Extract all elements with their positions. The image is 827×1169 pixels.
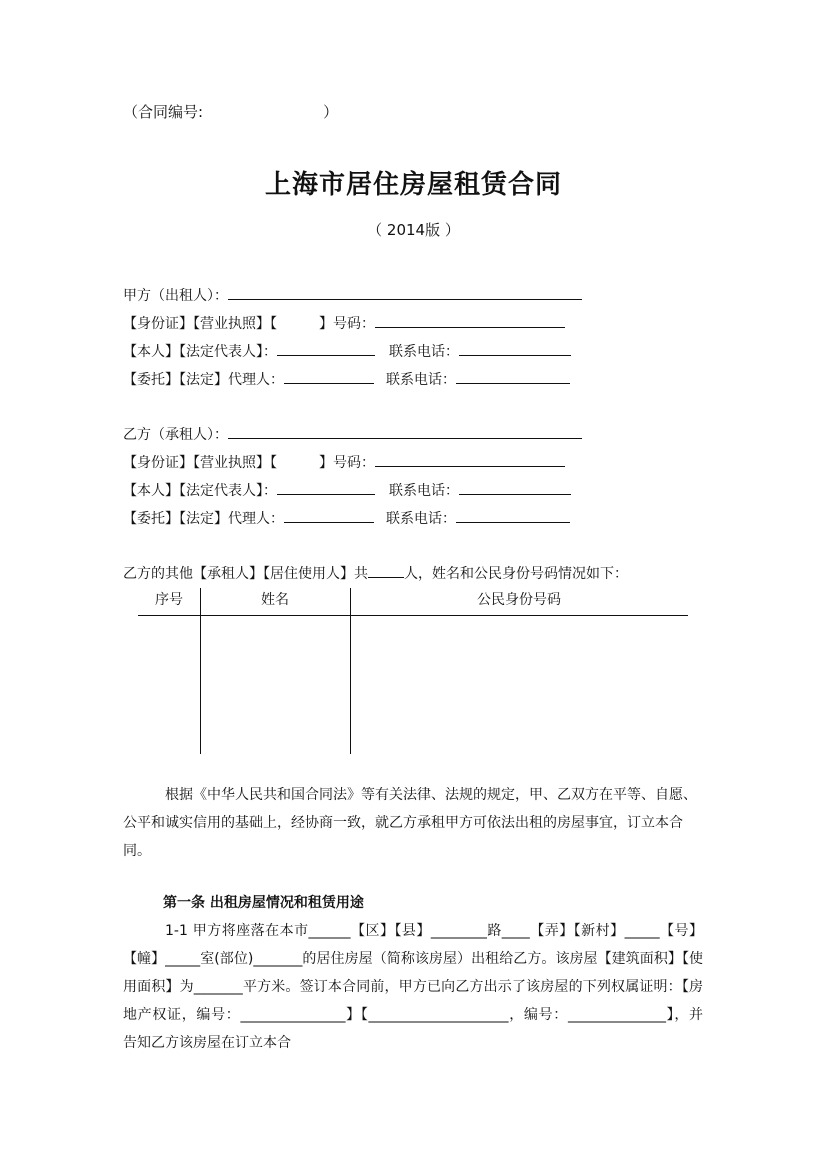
- party-a-rep-phone-field[interactable]: [459, 341, 571, 356]
- party-a-name-label: 甲方（出租人）：: [123, 288, 228, 304]
- party-a-agent-field[interactable]: [284, 369, 374, 384]
- article-1-heading: 第一条 出租房屋情况和租赁用途: [163, 895, 364, 911]
- occupants-intro-suffix: 人，姓名和公民身份号码情况如下：: [404, 566, 628, 582]
- contract-number-open: （合同编号:: [123, 103, 204, 121]
- party-b-agent-label: 【委托】【法定】代理人：: [123, 511, 284, 527]
- table-header-index: 序号: [155, 592, 183, 608]
- party-a-agent-row: [123, 369, 570, 390]
- party-b-name-field[interactable]: [228, 424, 582, 439]
- table-header-id-number: 公民身份号码: [477, 592, 561, 608]
- party-b-id-label-prefix: 【身份证】【营业执照】【: [123, 455, 277, 471]
- party-a-rep-field[interactable]: [277, 341, 375, 356]
- party-a-rep-phone-label: 联系电话：: [389, 344, 459, 360]
- party-a-id-number-field[interactable]: [375, 313, 565, 328]
- party-a-id-label-suffix: 】号码：: [319, 316, 375, 332]
- party-a-id-row: [123, 313, 565, 334]
- party-b-agent-row: [123, 508, 570, 529]
- party-a-agent-phone-label: 联系电话：: [386, 372, 456, 388]
- party-b-name-label: 乙方（承租人）：: [123, 427, 228, 443]
- party-b-agent-field[interactable]: [284, 508, 374, 523]
- party-a-rep-label: 【本人】【法定代表人】：: [123, 344, 277, 360]
- party-b-rep-phone-label: 联系电话：: [389, 483, 459, 499]
- clause-1-1: 1-1 甲方将座落在本市______【区】【县】________路____【弄】【新村】_____【号】【幢】_____室(部位)_______的居住房屋（简称该房屋）出租给乙方。该房屋【建筑面积】【使用面积】为_______平方米。签订本合同前，甲方已向乙方出示了该房屋的下列权属证明：【房地产权证，编号：_______________】【____________________，编号：______________】，并告知乙方该房屋在订立本合: [123, 923, 703, 1051]
- party-b-id-row: [123, 452, 565, 473]
- table-header-rule: [138, 615, 688, 616]
- party-b-rep-row: [123, 480, 571, 501]
- occupants-count-field[interactable]: [368, 563, 404, 578]
- party-b-rep-label: 【本人】【法定代表人】：: [123, 483, 277, 499]
- contract-number-close: ）: [323, 103, 339, 121]
- contract-number: [123, 102, 338, 122]
- party-b-rep-field[interactable]: [277, 480, 375, 495]
- document-title: 上海市居住房屋租赁合同: [264, 170, 562, 200]
- party-a-agent-phone-field[interactable]: [456, 369, 570, 384]
- party-b-id-label-suffix: 】号码：: [319, 455, 375, 471]
- preamble-paragraph: 根据《中华人民共和国合同法》等有关法律、法规的规定，甲、乙双方在平等、自愿、公平和诚实信用的基础上，经协商一致，就乙方承租甲方可依法出租的房屋事宜，订立本合同。: [123, 787, 697, 859]
- occupants-intro-prefix: 乙方的其他【承租人】【居住使用人】共: [123, 566, 368, 582]
- party-a-name-field[interactable]: [228, 285, 582, 300]
- party-a-name-row: [123, 285, 582, 306]
- party-b-agent-phone-label: 联系电话：: [386, 511, 456, 527]
- table-column-divider: [350, 588, 351, 754]
- party-b-name-row: [123, 424, 582, 445]
- occupants-intro: [123, 563, 628, 584]
- party-b-id-number-field[interactable]: [375, 452, 565, 467]
- party-a-rep-row: [123, 341, 571, 362]
- table-column-divider: [200, 588, 201, 754]
- party-a-agent-label: 【委托】【法定】代理人：: [123, 372, 284, 388]
- party-b-agent-phone-field[interactable]: [456, 508, 570, 523]
- party-a-id-label-prefix: 【身份证】【营业执照】【: [123, 316, 277, 332]
- document-version: （ 2014版 ）: [367, 221, 460, 239]
- party-b-rep-phone-field[interactable]: [459, 480, 571, 495]
- table-header-name: 姓名: [261, 592, 289, 608]
